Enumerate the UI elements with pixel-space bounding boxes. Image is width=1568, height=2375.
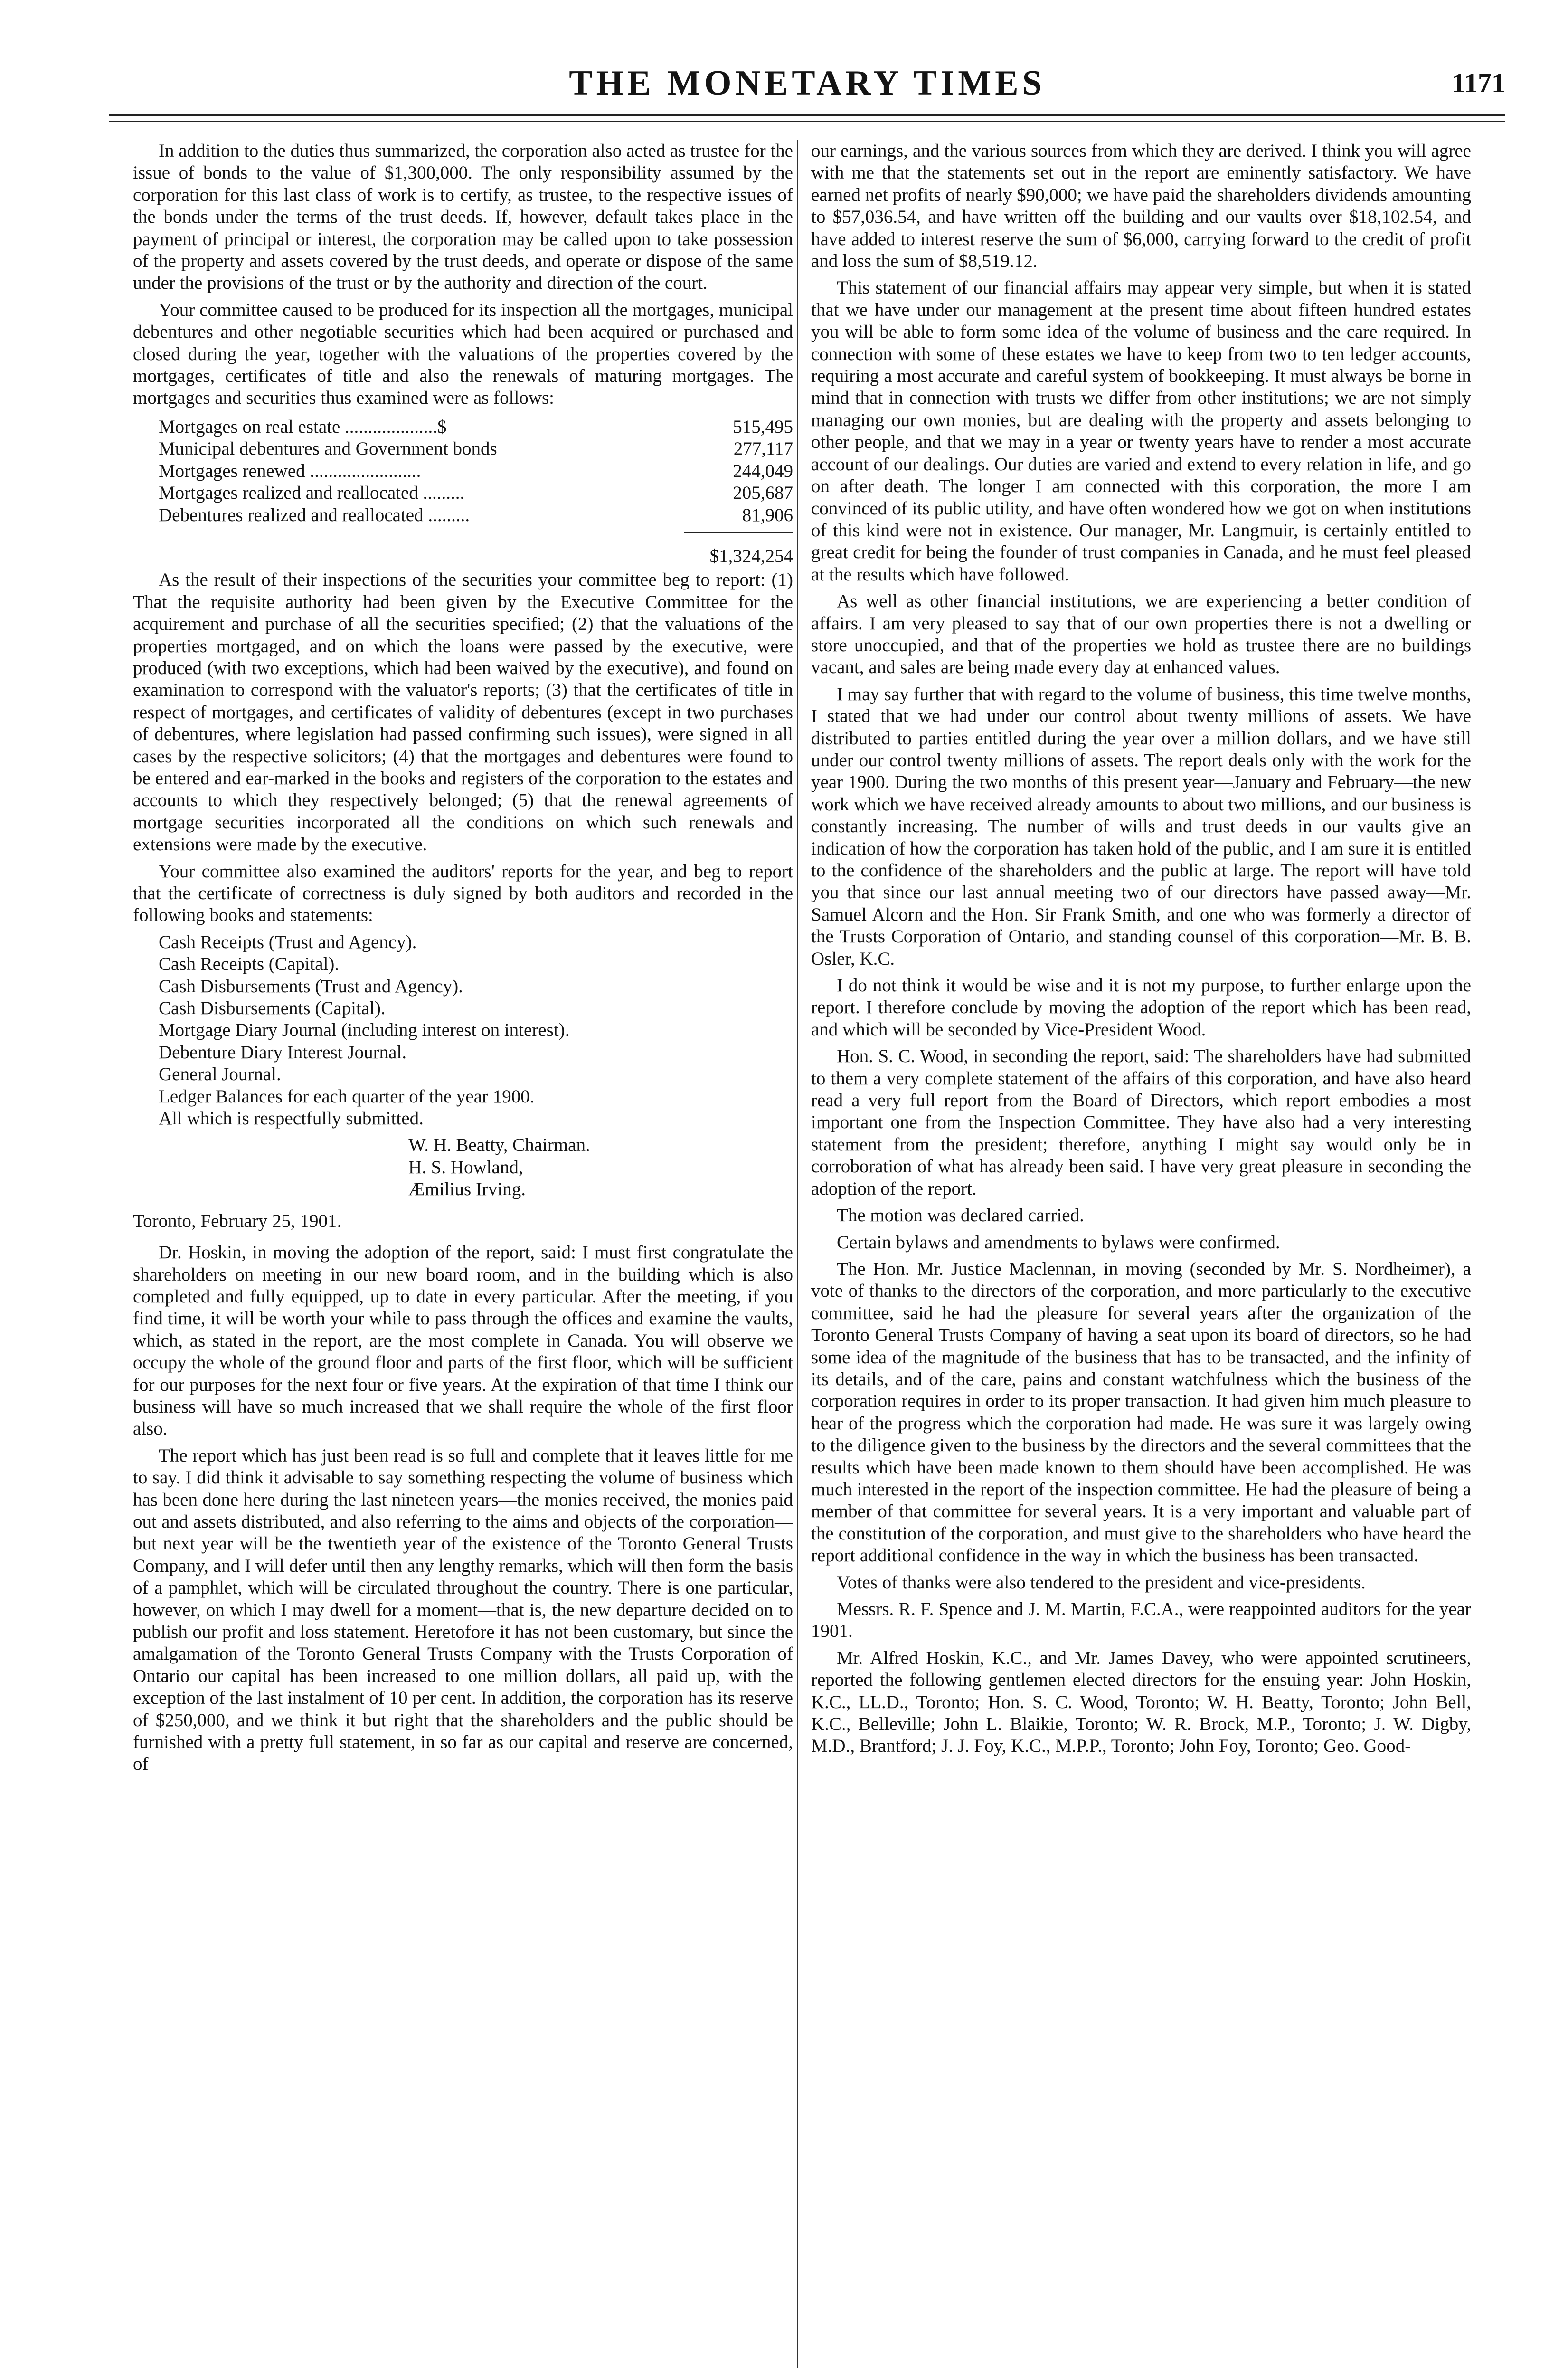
paragraph: Your committee caused to be produced for its inspection all the mortgages, municipal debentures and other negotiable securities which had been acquired or purchased and closed during the year, together with the valuations of the properties covered by the mortgages, certificates of title and also the renewals of maturing mortgages. The mortgages and securities thus examined were as follows: bbox=[133, 299, 793, 408]
paragraph: As the result of their inspections of the securities your committee beg to report: (1) That the requisite authority had been given by the Executive Committee for the acquirement and purchase of all the securities specified; (2) that the valuations of the properties mortgaged, and on which the loans were passed by the executive, were produced (with two exceptions, which had been waived by the executive), and found on examination to correspond with the valuator's reports; (3) that the certificates of title in respect of mortgages, and certificates of validity of debentures (except in two purchases of debentures, where legislation had passed confirming such issues), were signed in all cases by the respective solicitors; (4) that the mortgages and debentures were found to be entered and ear-marked in the books and registers of the corporation to the estates and accounts to which they respectively belonged; (5) that the renewal agreements of mortgage securities incorporated all the conditions on which such renewals and extensions were made by the executive. bbox=[133, 570, 793, 855]
row-label: Municipal debentures and Government bonds bbox=[159, 438, 497, 459]
signatory: W. H. Beatty, Chairman. bbox=[408, 1135, 590, 1156]
signature-block bbox=[133, 1134, 793, 1200]
list-item: Cash Receipts (Trust and Agency). bbox=[159, 931, 417, 952]
paragraph: This statement of our financial affairs may appear very simple, but when it is stated that we have under our management at the present time about fifteen hundred estates you will be able to form some idea of the volume of business and the care required. In connection with some of these estates we have to keep from two to ten ledger accounts, requiring a most accurate and careful system of bookkeeping. It must always be borne in mind that in connection with trusts we differ from other institutions; we are not simply managing our own monies, but are dealing with the property and assets belonging to other people, and that we may in a year or twenty years have to render a most accurate account of our dealings. Our duties are varied and extend to every relation in life, and go on after death. The longer I am connected with this corporation, the more I am convinced of its public utility, and have often wondered how we got on when institutions of this kind were not in existence. Our manager, Mr. Langmuir, is certainly entitled to great credit for being the founder of trust companies in Canada, and he must feel pleased at the results which have followed. bbox=[811, 277, 1471, 585]
paragraph: Dr. Hoskin, in moving the adoption of the report, said: I must first congratulate the shareholders on meeting in our new board room, and in the building which is also completed and fully equipped, up to date in every particular. After the meeting, if you find time, it will be worth your while to pass through the offices and examine the vaults, which, as stated in the report, are the most complete in Canada. You will observe we occupy the whole of the ground floor and parts of the first floor, which will be sufficient for our purposes for the next four or five years. At the expiration of that time I think our business will have so much increased that we shall require the whole of the first floor also. bbox=[133, 1242, 793, 1439]
paragraph: I do not think it would be wise and it is not my purpose, to further enlarge upon the report. I therefore conclude by moving the adoption of the report which has been read, and which will be seconded by Vice-President Wood. bbox=[811, 975, 1471, 1040]
table-row bbox=[133, 482, 793, 504]
paragraph: The motion was declared carried. bbox=[837, 1205, 1084, 1226]
row-amount: 205,687 bbox=[733, 483, 793, 504]
list-item: Debenture Diary Interest Journal. bbox=[159, 1042, 406, 1063]
paragraph: Votes of thanks were also tendered to the president and vice-presidents. bbox=[837, 1572, 1366, 1593]
table-row bbox=[133, 460, 793, 482]
right-column bbox=[811, 140, 1471, 2368]
table-total bbox=[133, 532, 793, 567]
list-item: All which is respectfully submitted. bbox=[159, 1108, 424, 1129]
row-amount: 277,117 bbox=[733, 438, 793, 459]
masthead bbox=[109, 57, 1505, 109]
paragraph: As well as other financial institutions, we are experiencing a better condition of affairs. I am very pleased to say that of our own properties there is not a dwelling or store unoccupied, and that of the properties we hold as trustee there are no buildings vacant, and sales are being made every day at enhanced values. bbox=[811, 591, 1471, 678]
header-rule-thick bbox=[109, 114, 1505, 116]
total-amount: $1,324,254 bbox=[684, 532, 793, 567]
table-row bbox=[133, 504, 793, 526]
paragraph: I may say further that with regard to the volume of business, this time twelve months, I stated that we had under our control about twenty millions of assets. We have distributed to parties entitled during the year over a million dollars, and we have still under our control twenty millions of assets. The report deals only with the work for the year 1900. During the two months of this present year—January and February—the new work which we have received already amounts to about two millions, and our business is constantly increasing. The number of wills and trust deeds in our vaults give an indication of how the corporation has taken hold of the public, and I am sure it is entitled to the confidence of the shareholders and the public at large. The report will have told you that since our last annual meeting two of our directors have passed away—Mr. Samuel Alcorn and the Hon. Sir Frank Smith, and one who was formerly a director of the Trusts Corporation of Ontario, and standing counsel of this corporation—Mr. B. B. Osler, K.C. bbox=[811, 684, 1471, 969]
row-amount: 244,049 bbox=[733, 460, 793, 481]
left-column bbox=[133, 140, 793, 2368]
publication-title: THE MONETARY TIMES bbox=[569, 64, 1046, 103]
row-label: Mortgages on real estate ....................$ bbox=[159, 416, 447, 437]
table-row bbox=[133, 438, 793, 460]
paragraph: Your committee also examined the auditors' reports for the year, and beg to report that the certificate of correctness is duly signed by both auditors and recorded in the following books and statements: bbox=[133, 861, 793, 926]
list-item: Ledger Balances for each quarter of the year 1900. bbox=[159, 1086, 535, 1107]
row-label: Mortgages realized and reallocated ......... bbox=[159, 483, 465, 504]
row-amount: 81,906 bbox=[742, 504, 793, 525]
list-item: Cash Receipts (Capital). bbox=[159, 954, 340, 975]
books-list bbox=[133, 931, 793, 1130]
column-divider bbox=[797, 140, 798, 2368]
paragraph: Certain bylaws and amendments to bylaws were confirmed. bbox=[837, 1232, 1280, 1253]
paragraph: The report which has just been read is so full and complete that it leaves little for me to say. I did think it advisable to say something respecting the volume of business which has been done here during the last nineteen years—the monies received, the monies paid out and assets distributed, and also referring to the aims and objects of the corporation—but next year will be the twentieth year of the existence of the Toronto General Trusts Company, and I will defer until then any lengthy remarks, which will then form the basis of a pamphlet, which will be circulated throughout the country. There is one particular, however, on which I may dwell for a moment—that is, the new departure decided on to publish our profit and loss statement. Heretofore it has not been customary, but since the amalgamation of the Toronto General Trusts Company with the Trusts Corporation of Ontario our capital has been increased to one million dollars, all paid up, with the exception of the last instalment of 10 per cent. In addition, the corporation has its reserve of $250,000, and we think it but right that the shareholders and the public should be furnished with a pretty full statement, in so far as our capital and reserve are concerned, of bbox=[133, 1445, 793, 1775]
paragraph: Messrs. R. F. Spence and J. M. Martin, F.C.A., were reappointed auditors for the year 1901. bbox=[811, 1599, 1471, 1642]
dateline: Toronto, February 25, 1901. bbox=[133, 1210, 342, 1231]
paragraph: our earnings, and the various sources from which they are derived. I think you will agree with me that the statements set out in the report are eminently satisfactory. We have earned net profits of nearly $90,000; we have paid the shareholders dividends amounting to $57,036.54, and have written off the building and our vaults over $18,102.54, and have added to interest reserve the sum of $6,000, carrying forward to the credit of profit and loss the sum of $8,519.12. bbox=[811, 141, 1471, 272]
paragraph: The Hon. Mr. Justice Maclennan, in moving (seconded by Mr. S. Nordheimer), a vote of thanks to the directors of the corporation, and more particularly to the executive committee, said he had the pleasure for several years after the organization of the Toronto General Trusts Company of having a seat upon its board of directors, so he had some idea of the magnitude of the business that has to be transacted, and the infinity of its details, and of the care, pains and constant watchfulness which the business of the corporation requires in order to its proper transaction. It had given him much pleasure to hear of the progress which the corporation had made. He was sure it was largely owing to the diligence given to the business by the directors and the several committees that the results which have been made known to them should have been accomplished. He was much interested in the report of the inspection committee. He had the pleasure of being a member of that committee for several years. It is a very important and valuable part of the constitution of the corporation, and must give to the shareholders who have heard the report additional confidence in the way in which the business has been transacted. bbox=[811, 1258, 1471, 1566]
paragraph: Mr. Alfred Hoskin, K.C., and Mr. James Davey, who were appointed scrutineers, reported the following gentlemen elected directors for the ensuing year: John Hoskin, K.C., LL.D., Toronto; Hon. S. C. Wood, Toronto; W. H. Beatty, Toronto; John Bell, K.C., Belleville; John L. Blaikie, Toronto; W. R. Brock, M.P., Toronto; J. W. Digby, M.D., Brantford; J. J. Foy, K.C., M.P.P., Toronto; John Foy, Toronto; Geo. Good- bbox=[811, 1647, 1471, 1757]
page-number: 1171 bbox=[1452, 67, 1505, 98]
list-item: Cash Disbursements (Trust and Agency). bbox=[159, 976, 463, 997]
list-item: Mortgage Diary Journal (including interest on interest). bbox=[159, 1020, 570, 1041]
signatory: Æmilius Irving. bbox=[408, 1179, 526, 1200]
table-row bbox=[133, 416, 793, 438]
paragraph: Hon. S. C. Wood, in seconding the report, said: The shareholders have had submitted to them a very complete statement of the affairs of this corporation, and have also heard read a very full report from the Board of Directors, which report embodies a most important one from the Inspection Committee. They have also had a very interesting statement from the president; therefore, anything I might say would only be in corroboration of what has already been said. I have very great pleasure in seconding the adoption of the report. bbox=[811, 1046, 1471, 1199]
list-item: Cash Disbursements (Capital). bbox=[159, 998, 386, 1019]
row-label: Debentures realized and reallocated ......... bbox=[159, 504, 470, 525]
row-amount: 515,495 bbox=[733, 416, 793, 437]
header-rule-thin bbox=[109, 121, 1505, 122]
securities-table bbox=[133, 416, 793, 567]
list-item: General Journal. bbox=[159, 1064, 281, 1085]
signatory: H. S. Howland, bbox=[408, 1157, 523, 1178]
paragraph: In addition to the duties thus summarized, the corporation also acted as trustee for the issue of bonds to the value of $1,300,000. The only responsibility assumed by the corporation for this last class of work is to certify, as trustee, to the respective issues of the bonds under the terms of the trust deeds. If, however, default takes place in the payment of principal or interest, the corporation may be called upon to take possession of the property and assets covered by the trust deeds, and operate or dispose of the same under the provisions of the trust or by the authority and direction of the court. bbox=[133, 141, 793, 294]
row-label: Mortgages renewed ........................ bbox=[159, 460, 421, 481]
